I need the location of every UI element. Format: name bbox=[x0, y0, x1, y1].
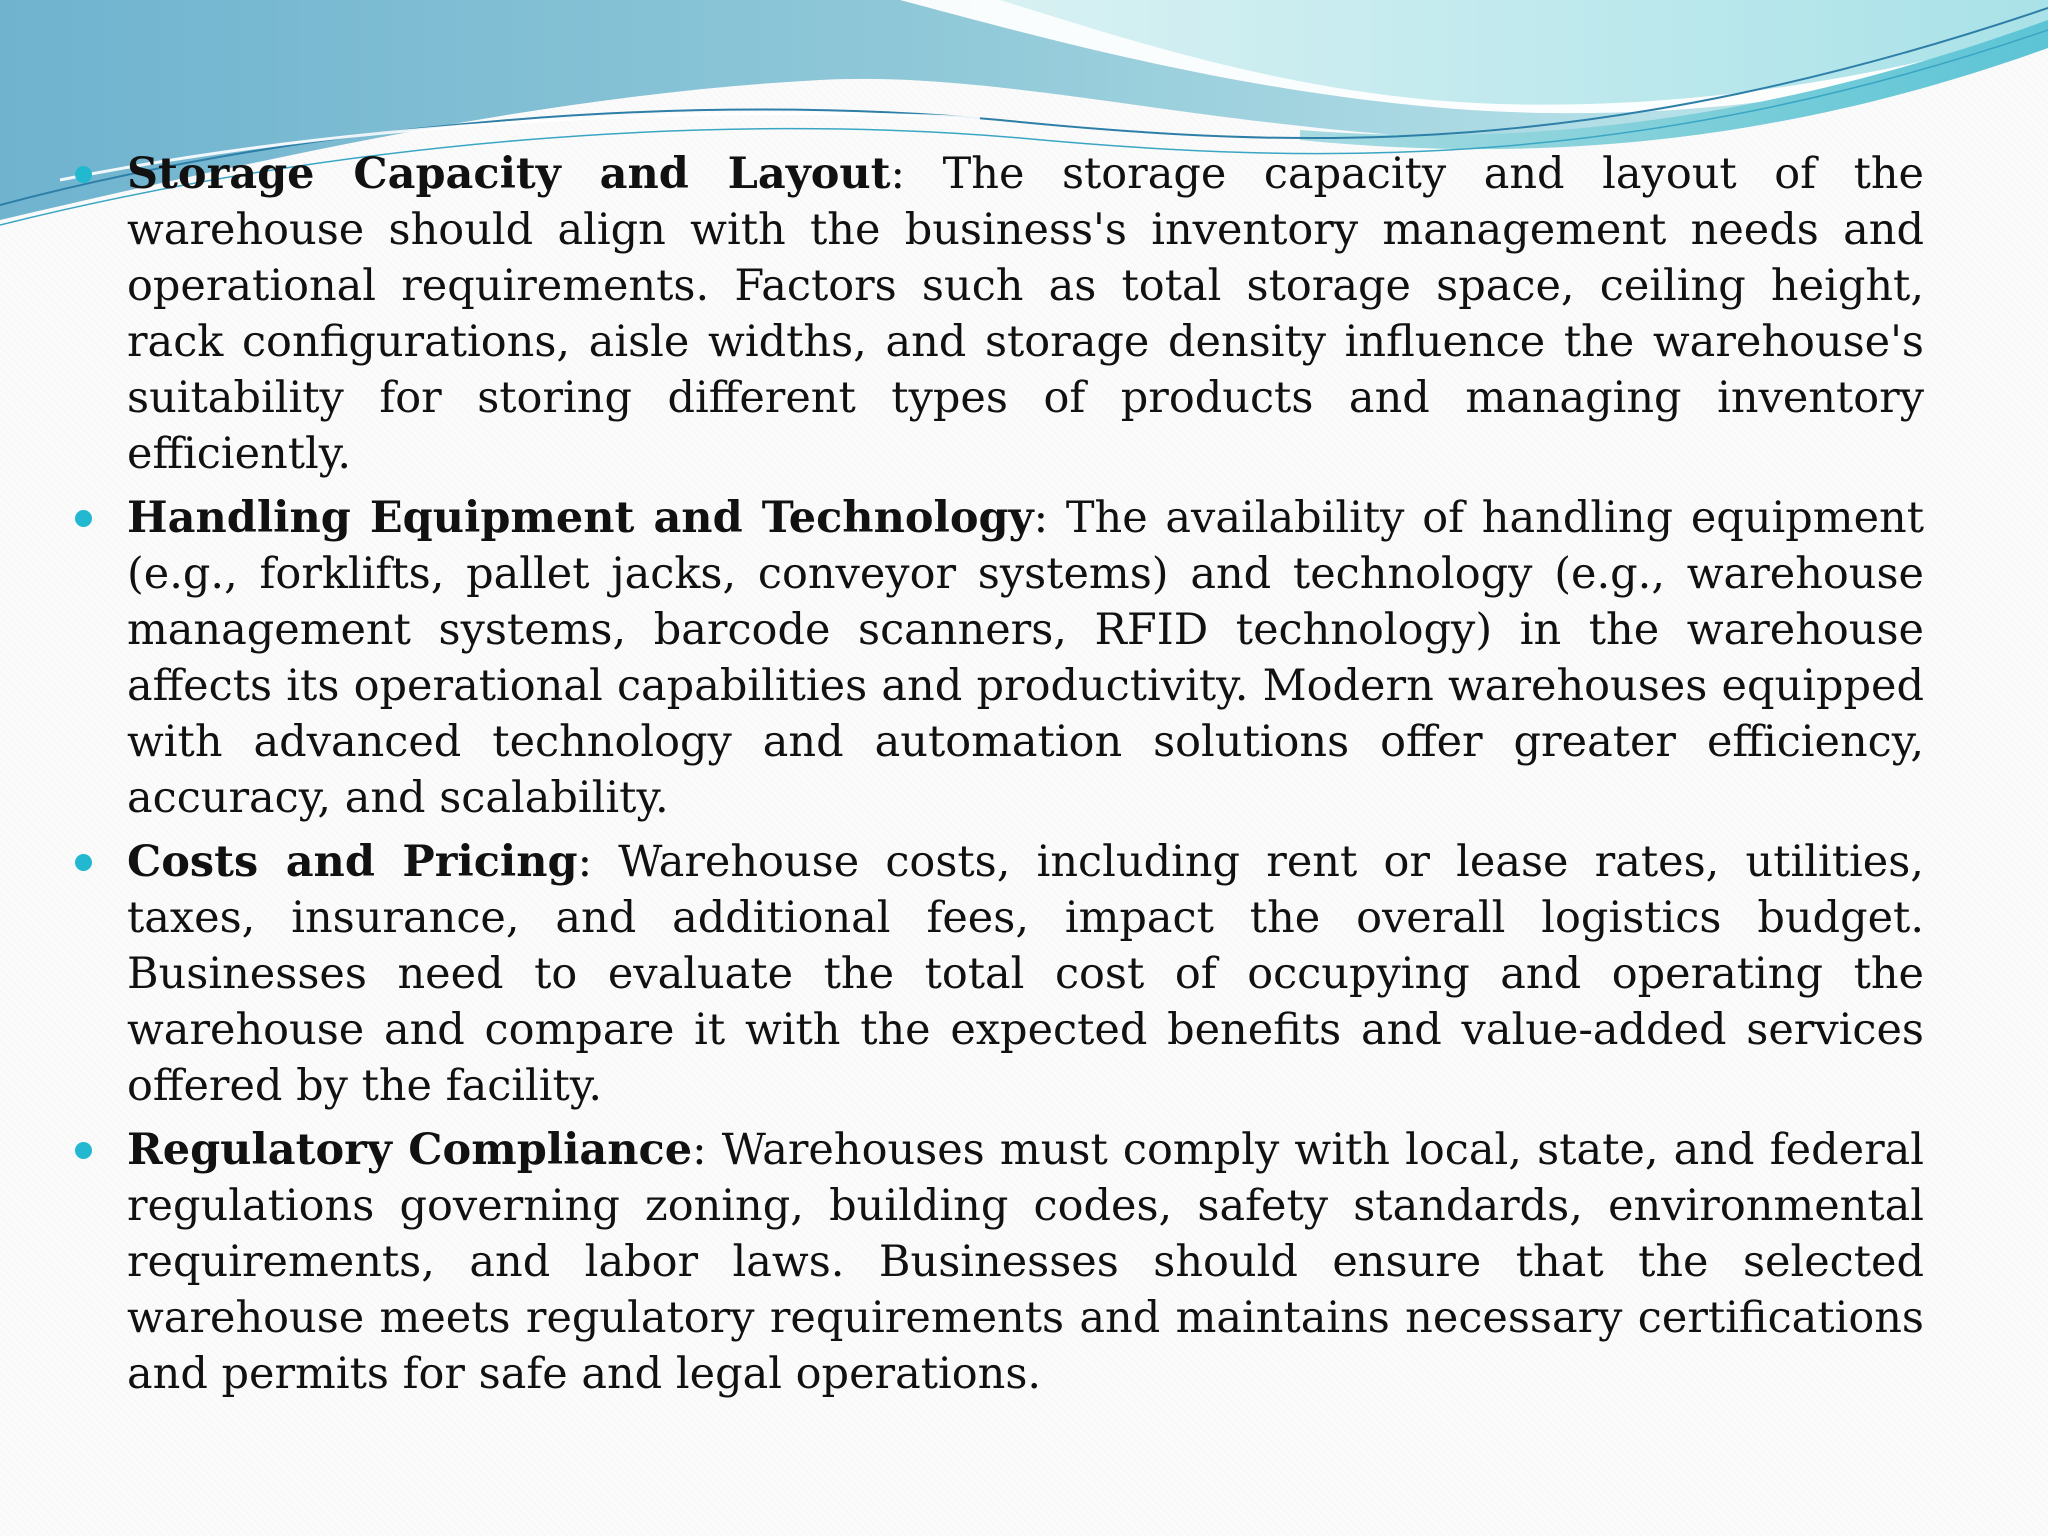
slide-content bbox=[68, 146, 1924, 1410]
bullet-dot-icon bbox=[75, 1142, 92, 1159]
bullet-dot-icon bbox=[75, 510, 92, 527]
bullet-dot-icon bbox=[75, 854, 92, 871]
bullet-list bbox=[68, 146, 1924, 1402]
bullet-costs-pricing bbox=[68, 834, 1924, 1114]
bullet-regulatory-compliance bbox=[68, 1122, 1924, 1402]
bullet-text: : Warehouse costs, including rent or lease rates, utilities, taxes, insurance, and additional fees, impact the overall logistics budget. Businesses need to evaluate the total cost of occupying and operating the warehouse and compare it with the expected benefits and value-added services offered by the facility. bbox=[127, 837, 1924, 1111]
bullet-term: Handling Equipment and Technology bbox=[127, 493, 1034, 543]
bullet-storage-capacity bbox=[68, 146, 1924, 482]
bullet-text: : The storage capacity and layout of the warehouse should align with the business's inventory management needs and operational requirements. Factors such as total storage space, ceiling height, rack configurations, aisle widths, and storage density influence the warehouse's suitability for storing different types of products and managing inventory efficiently. bbox=[127, 149, 1924, 479]
bullet-text: : The availability of handling equipment (e.g., forklifts, pallet jacks, conveyor systems) and technology (e.g., warehouse management systems, barcode scanners, RFID technology) in the warehouse affects its operational capabilities and productivity. Modern warehouses equipped with advanced technology and automation solutions offer greater efficiency, accuracy, and scalability. bbox=[127, 493, 1924, 823]
bullet-dot-icon bbox=[75, 166, 92, 183]
bullet-term: Regulatory Compliance bbox=[127, 1125, 693, 1175]
bullet-handling-equipment bbox=[68, 490, 1924, 826]
bullet-text: : Warehouses must comply with local, state, and federal regulations governing zoning, building codes, safety standards, environmental requirements, and labor laws. Businesses should ensure that the selected warehouse meets regulatory requirements and maintains necessary certifications and permits for safe and legal operations. bbox=[127, 1125, 1925, 1399]
bullet-term: Costs and Pricing bbox=[127, 837, 578, 887]
bullet-term: Storage Capacity and Layout bbox=[127, 149, 891, 199]
